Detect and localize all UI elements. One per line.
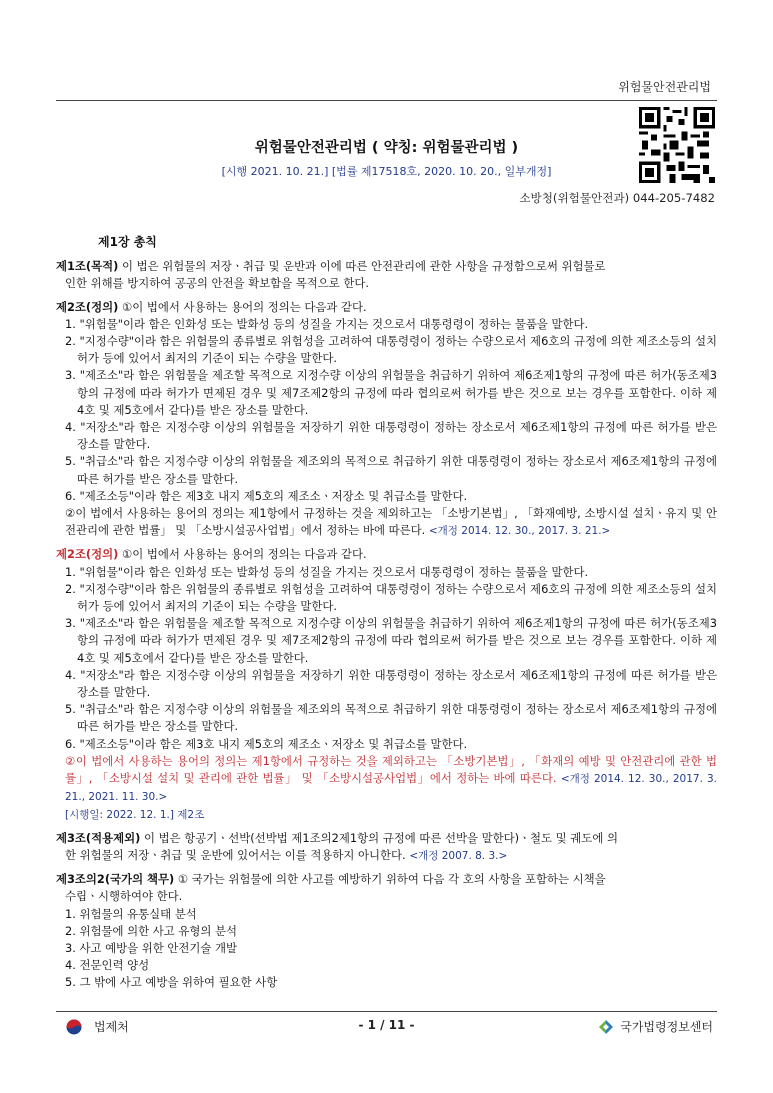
list-item: 1. "위험물"이라 함은 인화성 또는 발화성 등의 성질을 가지는 것으로서 대통령령이 정하는 물품을 말한다. [65,564,589,579]
list-item: 5. "취급소"라 함은 지정수량 이상의 위험물을 제조외의 목적으로 취급하기 위한 대통령령이 정하는 장소로서 제6조제1항의 규정에 따른 허가를 받은 장소를 말한다. [65,702,717,734]
moleg-logo-icon [66,1019,82,1035]
article-2-current [56,299,717,541]
article-3-2-items [56,906,717,992]
list-item: 2. 위험물에 의한 사고 유형의 분석 [65,923,238,938]
article-2-future-heading[interactable]: 제2조(정의) [56,547,119,562]
footer-site-name[interactable]: 국가법령정보센터 [620,1020,713,1034]
list-item: 2. "지정수량"이라 함은 위험물의 종류별로 위험성을 고려하여 대통령령이 정하는 수량으로서 제6호의 규정에 의한 제조소등의 설치허가 등에 있어서 최저의 기준이 되는 수량을 말한다. [65,334,717,366]
article-1 [56,258,717,292]
article-2-paragraph-2 [56,505,717,540]
article-1-text: 이 법은 위험물의 저장ㆍ취급 및 운반과 이에 따른 안전관리에 관한 사항을 규정함으로써 위험물로 [118,259,606,274]
list-item: 6. "제조소등"이라 함은 제3호 내지 제5호의 제조소ㆍ저장소 및 취급소를 말한다. [65,736,468,751]
article-2-items [56,316,717,505]
article-2-paragraph-2-text: ②이 법에서 사용하는 용어의 정의는 제1항에서 규정하는 것을 제외하고는 「소방기본법」, 「화재예방, 소방시설 설치ㆍ유지 및 안전관리에 관한 법률」 및 「소방시설공사업법」에서 정하는 바에 따른다. [65,506,717,538]
list-item: 3. 사고 예방을 위한 안전기술 개발 [65,940,238,955]
article-1-heading[interactable]: 제1조(목적) [56,259,119,274]
list-item: 5. "취급소"라 함은 지정수량 이상의 위험물을 제조외의 목적으로 취급하기 위한 대통령령이 정하는 장소로서 제6조제1항의 규정에 따른 허가를 받은 장소를 말한다. [65,454,717,486]
amendment-note[interactable]: <개정 2014. 12. 30., 2017. 3. 21., 2021. 11. 30.> [65,773,717,804]
amendment-note[interactable]: <개정 2014. 12. 30., 2017. 3. 21.> [428,525,611,538]
header-divider [56,100,717,101]
article-2-heading[interactable]: 제2조(정의) [56,299,119,314]
article-3 [56,830,717,865]
law-content [56,234,717,998]
article-3-continuation [56,847,717,865]
chapter-heading: 제1장 총칙 [98,235,157,249]
page-number: - 1 / 11 - [358,1018,415,1032]
article-3-2-continuation: 수립ㆍ시행하여야 한다. [65,889,183,904]
page-header-law-name: 위험물안전관리법 [618,80,711,94]
list-item: 1. "위험물"이라 함은 인화성 또는 발화성 등의 성질을 가지는 것으로서 대통령령이 정하는 물품을 말한다. [65,316,589,331]
article-3-2 [56,871,717,991]
article-2-intro: ①이 법에서 사용하는 용어의 정의는 다음과 같다. [118,299,367,314]
article-2-future-paragraph-2-text: ②이 법에서 사용하는 용어의 정의는 제1항에서 규정하는 것을 제외하고는 「소방기본법」, 「화재의 예방 및 안전관리에 관한 법률」, 「소방시설 설치 및 관리에 관한 법률」 및 「소방시설공사업법」에서 정하는 바에 따른다. [65,753,717,786]
article-3-2-heading[interactable]: 제3조의2(국가의 책무) [56,872,175,887]
article-2-future [56,546,717,823]
list-item: 4. 전문인력 양성 [65,958,150,973]
list-item: 4. "저장소"라 함은 지정수량 이상의 위험물을 저장하기 위한 대통령령이 정하는 장소로서 제6조제1항의 규정에 따른 허가를 받은 장소를 말한다. [65,667,717,700]
amendment-note[interactable]: <개정 2007. 8. 3.> [409,849,508,862]
page-footer [56,1018,717,1040]
article-1-continuation: 인한 위해를 방지하여 공공의 안전을 확보함을 목적으로 한다. [65,276,370,291]
footer-right [598,1018,713,1035]
effective-date-note: [시행일: 2022. 12. 1.] 제2조 [65,808,205,821]
list-item: 3. "제조소"라 함은 위험물을 제조할 목적으로 지정수량 이상의 위험물을 취급하기 위하여 제6조제1항의 규정에 따른 허가(동조제3항의 규정에 따라 허가가 면제된 경우 및 제7조제2항의 규정에 따라 협의로써 허가를 받은 것으로 보는 경우를 포함한다. 이하 제4호 및 제5호에서 같다)를 받은 장소를 말한다. [65,616,717,665]
list-item: 2. "지정수량"이라 함은 위험물의 종류별로 위험성을 고려하여 대통령령이 정하는 수량으로서 제6호의 규정에 의한 제조소등의 설치허가 등에 있어서 최저의 기준이 되는 수량을 말한다. [65,581,717,614]
list-item: 1. 위험물의 유통실태 분석 [65,906,197,921]
doc-title [56,136,717,157]
list-item: 5. 그 밖에 사고 예방을 위하여 필요한 사항 [65,975,278,990]
title-block [56,136,717,179]
article-3-text: 이 법은 항공기ㆍ선박(선박법 제1조의2제1항의 규정에 따른 선박을 말한다)ㆍ철도 및 궤도에 의 [140,830,618,845]
article-3-heading[interactable]: 제3조(적용제외) [56,830,141,845]
footer-agency: 법제처 [94,1020,129,1034]
doc-meta: [시행 2021. 10. 21.] [법률 제17518호, 2020. 10. 20., 일부개정] [221,165,552,178]
list-item: 4. "저장소"라 함은 지정수량 이상의 위험물을 저장하기 위한 대통령령이 정하는 장소로서 제6조제1항의 규정에 따른 허가를 받은 장소를 말한다. [65,420,717,452]
article-2-future-paragraph-2 [56,753,717,807]
list-item: 3. "제조소"라 함은 위험물을 제조할 목적으로 지정수량 이상의 위험물을 취급하기 위하여 제6조제1항의 규정에 따른 허가(동조제3항의 규정에 따라 허가가 면제된 경우 및 제7조제2항의 규정에 따라 협의로써 허가를 받은 것으로 보는 경우를 포함한다. 이하 제4호 및 제5호에서 같다)를 받은 장소를 말한다. [65,368,717,417]
article-2-future-intro: ①이 법에서 사용하는 용어의 정의는 다음과 같다. [118,547,367,562]
footer-divider [56,1011,717,1012]
doc-title-main: 위험물안전관리법 [254,140,367,156]
article-3-continuation-text: 한 위험물의 저장ㆍ취급 및 운반에 있어서는 이를 적용하지 아니한다. [65,847,406,862]
article-2-future-items [56,564,717,753]
article-3-2-text: ① 국가는 위험물에 의한 사고를 예방하기 위하여 다음 각 호의 사항을 포함하는 시책을 [174,872,606,887]
department-contact: 소방청(위험물안전과) 044-205-7482 [519,191,715,205]
law-info-center-logo-icon [598,1019,614,1035]
list-item: 6. "제조소등"이라 함은 제3호 내지 제5호의 제조소ㆍ저장소 및 취급소를 말한다. [65,488,468,503]
qr-code-icon[interactable] [639,107,715,183]
footer-left [66,1018,129,1035]
doc-title-abbr: ( 약칭: 위험물관리법 ) [371,140,519,156]
